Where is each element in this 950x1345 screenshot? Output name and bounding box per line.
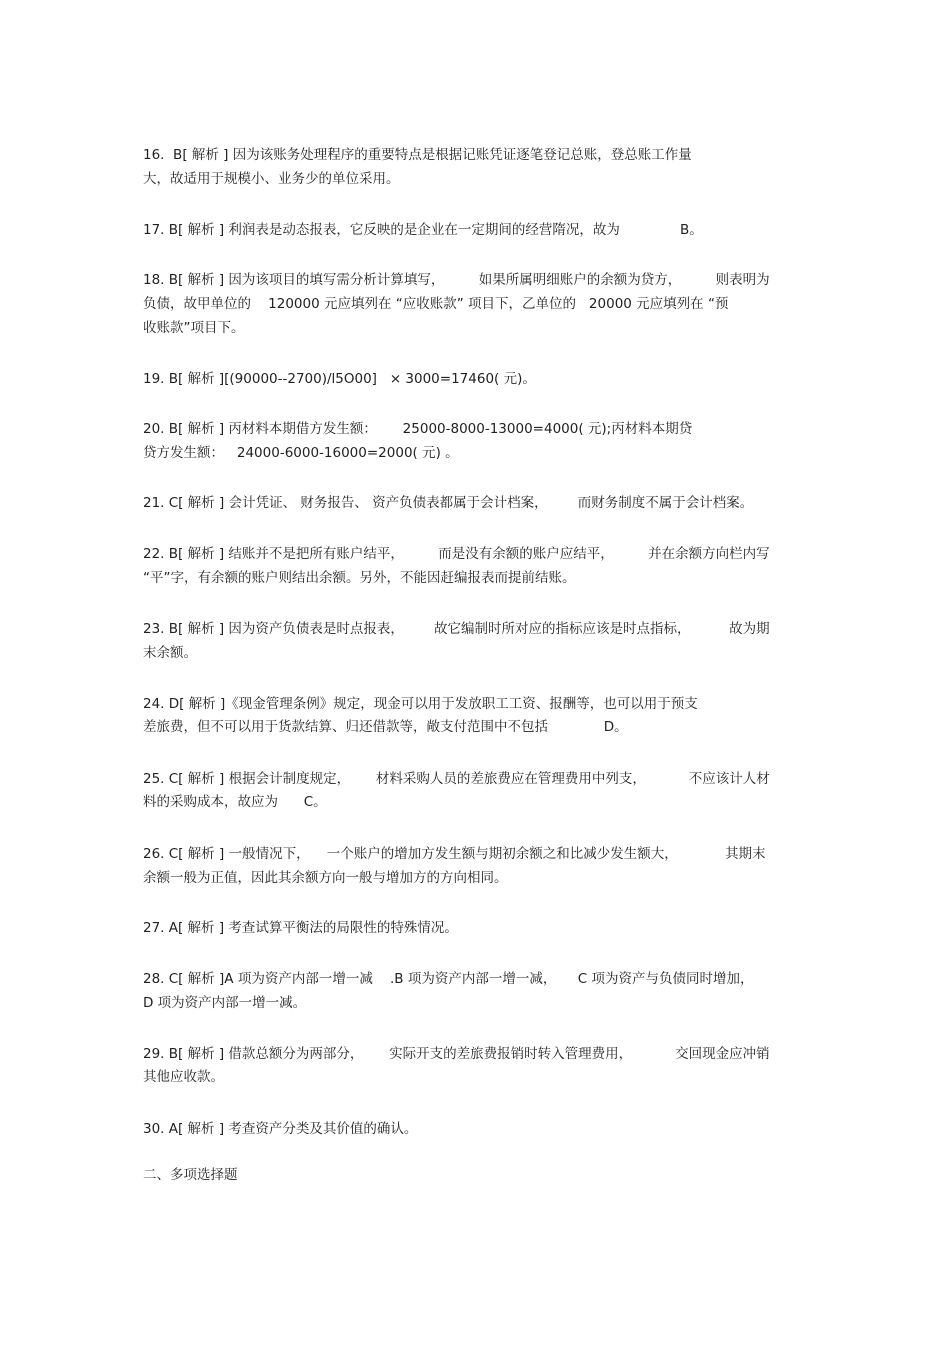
answer-29-line-2: 其他应收款。: [143, 1069, 224, 1085]
answer-23-line-1: 23. B[ 解析 ] 因为资产负债表是时点报表， 故它编制时所对应的指标应该是时点指标， 故为期: [143, 621, 770, 637]
answer-18-line-3: 收账款”项目下。: [143, 320, 245, 336]
answer-16-line-1: 16. B[ 解析 ] 因为该账务处理程序的重要特点是根据记账凭证逐笔登记总账，登总账工作量: [143, 147, 692, 163]
answer-26-line-1: 26. C[ 解析 ] 一般情况下， 一个账户的增加方发生额与期初余额之和比减少发生额大， 其期末: [143, 846, 766, 862]
answer-23-line-2: 末余额。: [143, 645, 197, 661]
answer-28-line-2: D 项为资产内部一增一减。: [143, 995, 307, 1011]
answer-24-line-2: 差旅费，但不可以用于货款结算、归还借款等，敞支付范围中不包括 D。: [143, 719, 628, 735]
section-heading: 二、多项选择题: [143, 1167, 238, 1183]
answer-28-line-1: 28. C[ 解析 ]A 项为资产内部一增一减 .B 项为资产内部一增一减， C 项为资产与负债同时增加，: [143, 971, 754, 987]
answer-16-line-2: 大，故适用于规模小、业务少的单位采用。: [143, 171, 400, 187]
answer-24-line-1: 24. D[ 解析 ]《现金管理条例》规定，现金可以用于发放职工工资、报酬等，也可以用于预支: [143, 696, 698, 712]
answer-19-line-1: 19. B[ 解析 ][(90000--2700)/l5O00] × 3000=17460( 元)。: [143, 371, 536, 387]
answer-18-line-1: 18. B[ 解析 ] 因为该项目的填写需分析计算填写， 如果所属明细账户的余额为贷方， 则表明为: [143, 272, 770, 288]
answer-30-line-1: 30. A[ 解析 ] 考查资产分类及其价值的确认。: [143, 1121, 418, 1137]
answer-25-line-2: 料的采购成本，故应为 C。: [143, 794, 327, 810]
answer-29-line-1: 29. B[ 解析 ] 借款总额分为两部分， 实际开支的差旅费报销时转入管理费用， 交回现金应冲销: [143, 1046, 770, 1062]
answer-20-line-1: 20. B[ 解析 ] 丙材料本期借方发生额： 25000-8000-13000=4000( 元);丙材料本期贷: [143, 421, 693, 437]
answer-22-line-2: “平”字，有余额的账户则结出余额。另外，不能因赶编报表而提前结账。: [143, 570, 576, 586]
answer-27-line-1: 27. A[ 解析 ] 考查试算平衡法的局限性的特殊情况。: [143, 920, 458, 936]
answer-25-line-1: 25. C[ 解析 ] 根据会计制度规定， 材料采购人员的差旅费应在管理费用中列支， 不应该计人材: [143, 771, 770, 787]
answer-21-line-1: 21. C[ 解析 ] 会计凭证、 财务报告、 资产负债表都属于会计档案， 而财务制度不属于会计档案。: [143, 495, 754, 511]
answer-22-line-1: 22. B[ 解析 ] 结账并不是把所有账户结平， 而是没有余额的账户应结平， 并在余额方向栏内写: [143, 546, 770, 562]
answer-18-line-2: 负债，故甲单位的 120000 元应填列在 “应收账款” 项目下，乙单位的 20000 元应填列在 “预: [143, 296, 729, 312]
answer-17-line-1: 17. B[ 解析 ] 利润表是动态报表，它反映的是企业在一定期间的经营隋况，故为 B。: [143, 222, 703, 238]
answer-20-line-2: 贷方发生额： 24000-6000-16000=2000( 元) 。: [143, 445, 459, 461]
answer-26-line-2: 余额一般为正值，因此其余额方向一般与增加方的方向相同。: [143, 870, 508, 886]
